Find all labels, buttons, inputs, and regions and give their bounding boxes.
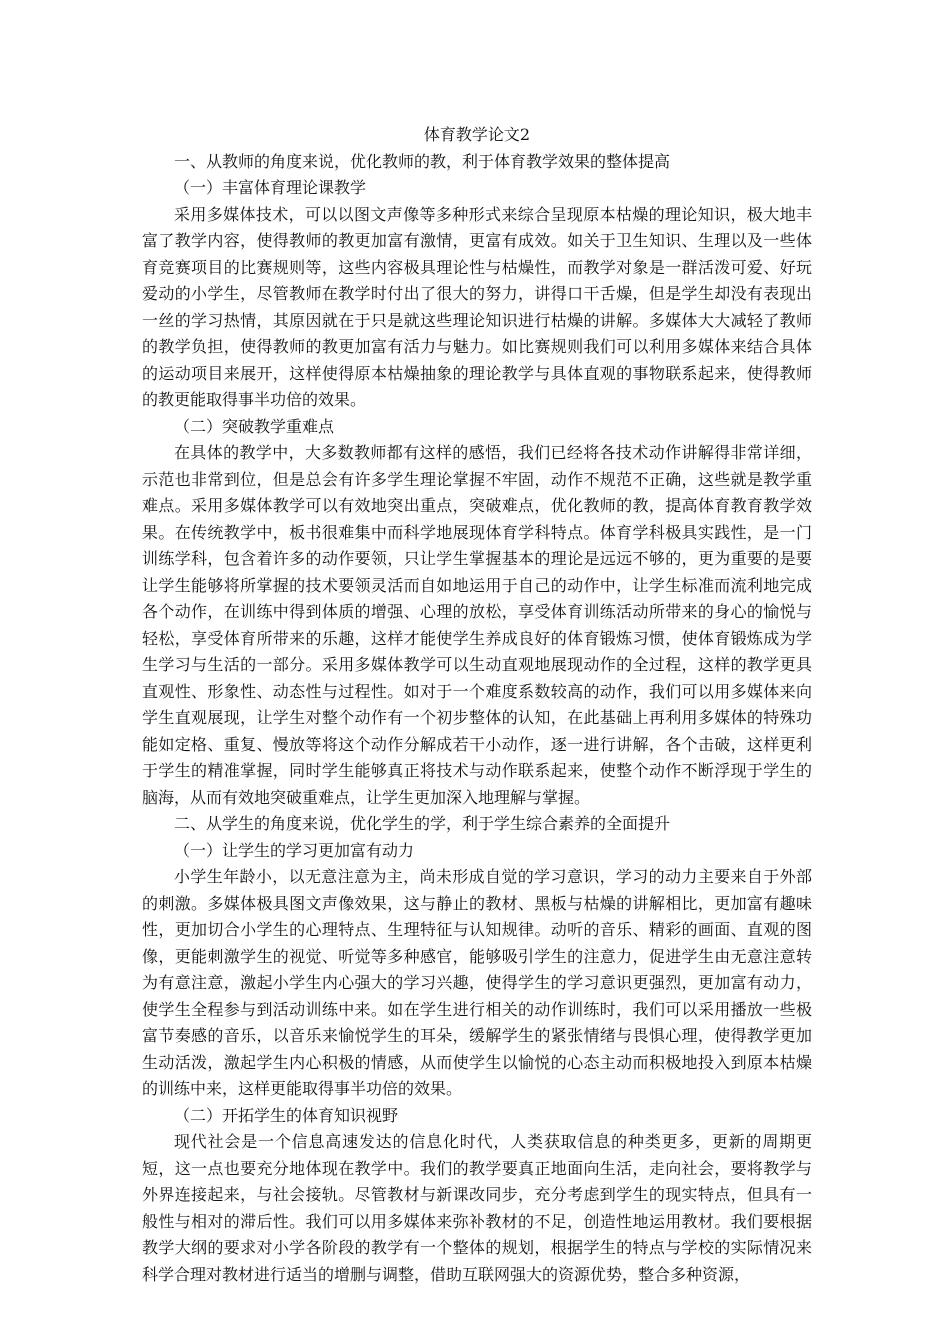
body-paragraph: 在具体的教学中，大多数教师都有这样的感悟，我们已经将各技术动作讲解得非常详细，示范也非常到位，但是总会有许多学生理论掌握不牢固，动作不规范不正确，这些就是教学重难点。采用多媒体教学可以有效地突出重点，突破难点，优化教师的教，提高体育教育教学效果。在传统教学中，板书很难集中而科学地展现体育学科特点。体育学科极具实践性，是一门训练学科，包含着许多的动作要领，只让学生掌握基本的理论是远远不够的，更为重要的是要让学生能够将所掌握的技术要领灵活而自如地运用于自己的动作中，让学生标准而流利地完成各个动作，在训练中得到体质的增强、心理的放松，享受体育训练活动所带来的身心的愉悦与轻松，享受体育所带来的乐趣，这样才能使学生养成良好的体育锻炼习惯，使体育锻炼成为学生学习与生活的一部分。采用多媒体教学可以生动直观地展现动作的全过程，这样的教学更具直观性、形象性、动态性与过程性。如对于一个难度系数较高的动作，我们可以用多媒体来向学生直观展现，让学生对整个动作有一个初步整体的认知，在此基础上再利用多媒体的特殊功能如定格、重复、慢放等将这个动作分解成若干小动作，逐一进行讲解，各个击破，这样更利于学生的精准掌握，同时学生能够真正将技术与动作联系起来，使整个动作不断浮现于学生的脑海，从而有效地突破重难点，让学生更加深入地理解与掌握。 (142, 443, 812, 807)
body-paragraph: 小学生年龄小，以无意注意为主，尚未形成自觉的学习意识，学习的动力主要来自于外部的刺激。多媒体极具图文声像效果，这与静止的教材、黑板与枯燥的讲解相比，更加富有趣味性，更加切合小学生的心理特点、生理特征与认知规律。动听的音乐、精彩的画面、直观的图像，更能刺激学生的视觉、听觉等多种感官，能够吸引学生的注意力，促进学生由无意注意转为有意注意，激起小学生内心强大的学习兴趣，使得学生的学习意识更强烈，更加富有动力，使学生全程参与到活动训练中来。如在学生进行相关的动作训练时，我们可以采用播放一些极富节奏感的音乐，以音乐来愉悦学生的耳朵，缓解学生的紧张情绪与畏惧心理，使得教学更加生动活泼，激起学生内心积极的情感，从而使学生以愉悦的心态主动而积极地投入到原本枯燥的训练中来，这样更能取得事半功倍的效果。 (142, 867, 812, 1098)
subsection-heading: （一）丰富体育理论课教学 (174, 178, 367, 197)
body-paragraph: 现代社会是一个信息高速发达的信息化时代，人类获取信息的种类更多，更新的周期更短，这一点也要充分地体现在教学中。我们的教学要真正地面向生活，走向社会，要将教学与外界连接起来，与社会接轨。尽管教材与新课改同步，充分考虑到学生的现实特点，但具有一般性与相对的滞后性。我们可以用多媒体来弥补教材的不足，创造性地运用教材。我们要根据教学大纲的要求对小学各阶段的教学有一个整体的规划，根据学生的特点与学校的实际情况来科学合理对教材进行适当的增删与调整，借助互联网强大的资源优势，整合多种资源， (142, 1132, 812, 1284)
subsection-heading: （二）开拓学生的体育知识视野 (174, 1105, 399, 1125)
section-heading: 二、从学生的角度来说，优化学生的学，利于学生综合素养的全面提升 (174, 814, 671, 833)
document-title: 体育教学论文2 (423, 125, 531, 144)
section-heading: 一、从教师的角度来说，优化教师的教，利于体育教学效果的整体提高 (174, 151, 671, 171)
body-paragraph: 采用多媒体技术，可以以图文声像等多种形式来综合呈现原本枯燥的理论知识，极大地丰富了教学内容，使得教师的教更加富有激情，更富有成效。如关于卫生知识、生理以及一些体育竞赛项目的比赛规则等，这些内容极具理论性与枯燥性，而教学对象是一群活泼可爱、好玩爱动的小学生，尽管教师在教学时付出了很大的努力，讲得口干舌燥，但是学生却没有表现出一丝的学习热情，其原因就在于只是就这些理论知识进行枯燥的讲解。多媒体大大减轻了教师的教学负担，使得教师的教更加富有活力与魅力。如比赛规则我们可以利用多媒体来结合具体的运动项目来展开，这样使得原本枯燥抽象的理论教学与具体直观的事物联系起来，使得教师的教更能取得事半功倍的效果。 (142, 204, 812, 409)
document-page (142, 122, 812, 1288)
subsection-heading: （二）突破教学重难点 (174, 416, 335, 436)
subsection-heading: （一）让学生的学习更加富有动力 (174, 840, 415, 860)
